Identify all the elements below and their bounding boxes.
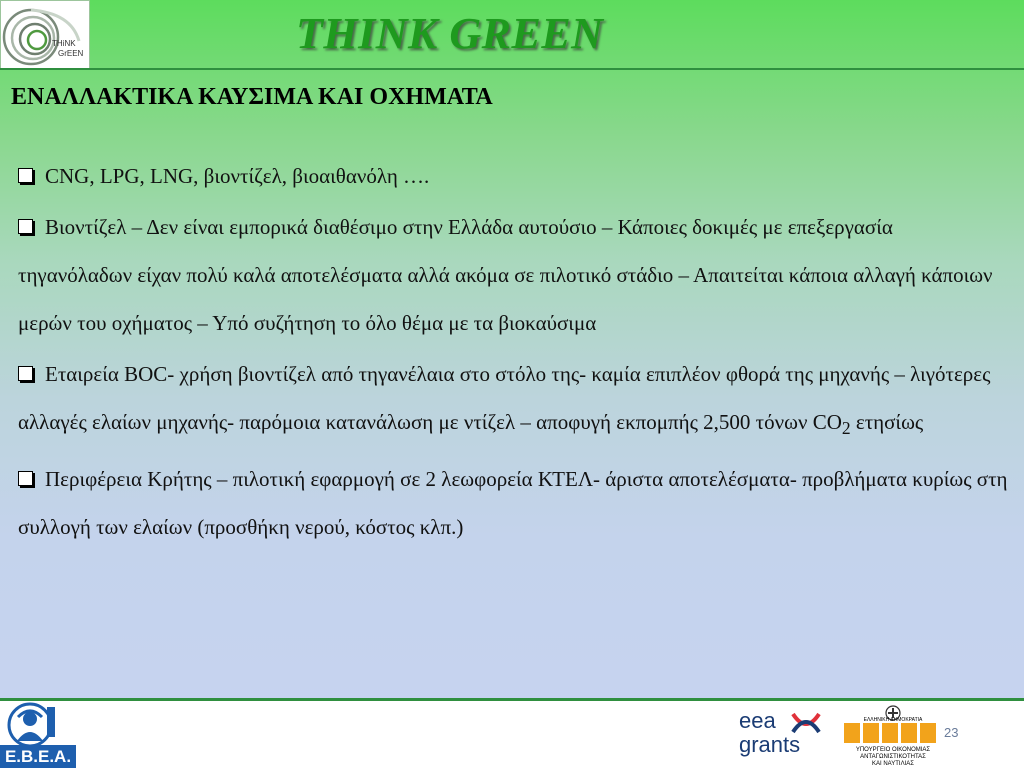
list-item	[18, 455, 1008, 551]
think-green-swirl-icon	[1, 1, 89, 69]
eea-ribbon-icon	[789, 708, 823, 738]
bullet-text-4: Περιφέρεια Κρήτης – πιλοτική εφαρμογή σε 2 λεωφορεία ΚΤΕΛ- άριστα αποτελέσματα- προβλήματα κυρίως στη συλλογή των ελαίων (προσθήκη νερού, κόστος κλπ.)	[18, 467, 1008, 540]
eea-grants-logo	[737, 706, 827, 766]
think-green-logo	[0, 0, 90, 70]
ebea-logo	[0, 701, 76, 768]
checkbox-bullet-icon	[18, 168, 33, 183]
list-item	[18, 152, 1008, 200]
list-item	[18, 350, 1008, 452]
list-item	[18, 203, 1008, 347]
footer	[0, 701, 1024, 768]
ebea-emblem-icon	[0, 701, 76, 747]
page-number: 23	[944, 725, 959, 740]
bullet-list	[18, 152, 1008, 554]
ministry-line: ΑΝΤΑΓΩΝΙΣΤΙΚΟΤΗΤΑΣ	[860, 754, 926, 760]
ministry-header: ΕΛΛΗΝΙΚΗ ΔΗΜΟΚΡΑΤΙΑ	[863, 717, 923, 723]
ministry-logo	[838, 705, 948, 767]
ministry-line: ΚΑΙ ΝΑΥΤΙΛΙΑΣ	[872, 761, 914, 767]
bullet-text-3: Εταιρεία BOC- χρήση βιοντίζελ από τηγανέλαια στο στόλο της- καμία επιπλέον φθορά της μηχανής – λιγότερες αλλαγές ελαίων μηχανής- παρόμοια κατανάλωση με ντίζελ – αποφυγή εκπομπής 2,500 τόνων CO	[18, 362, 991, 434]
ministry-line: ΥΠΟΥΡΓΕΙΟ ΟΙΚΟΝΟΜΙΑΣ	[855, 747, 931, 753]
co2-suffix: ετησίως	[850, 410, 924, 434]
ebea-label: Ε.Β.Ε.Α.	[0, 745, 76, 768]
checkbox-bullet-icon	[18, 471, 33, 486]
logo-text-1: THiNK	[52, 39, 76, 48]
ministry-stripes	[844, 723, 940, 745]
checkbox-bullet-icon	[18, 219, 33, 234]
slide-subtitle: ΕΝΑΛΛΑΚΤΙΚΑ ΚΑΥΣΙΜΑ ΚΑΙ ΟΧΗΜΑΤΑ	[11, 84, 493, 110]
bullet-text-1: CNG, LPG, LNG, βιοντίζελ, βιοαιθανόλη ….	[45, 164, 430, 188]
page-title: THINK GREEN	[296, 9, 604, 58]
checkbox-bullet-icon	[18, 366, 33, 381]
header-divider	[0, 68, 1024, 70]
eea-word: eea	[739, 708, 776, 733]
bullet-text-2: Βιοντίζελ – Δεν είναι εμπορικά διαθέσιμο στην Ελλάδα αυτούσιο – Κάποιες δοκιμές με επεξεργασία τηγανόλαδων είχαν πολύ καλά αποτελέσματα αλλά ακόμα σε πιλοτικό στάδιο – Απαιτείται κάποια αλλαγή κάποιων μερών του οχήματος – Υπό συζήτηση το όλο θέμα με τα βιοκαύσιμα	[18, 215, 993, 335]
grants-word: grants	[739, 732, 801, 757]
co2-subscript: 2	[841, 418, 851, 439]
ministry-text	[838, 747, 948, 768]
logo-text-2: GrEEN	[58, 49, 84, 58]
